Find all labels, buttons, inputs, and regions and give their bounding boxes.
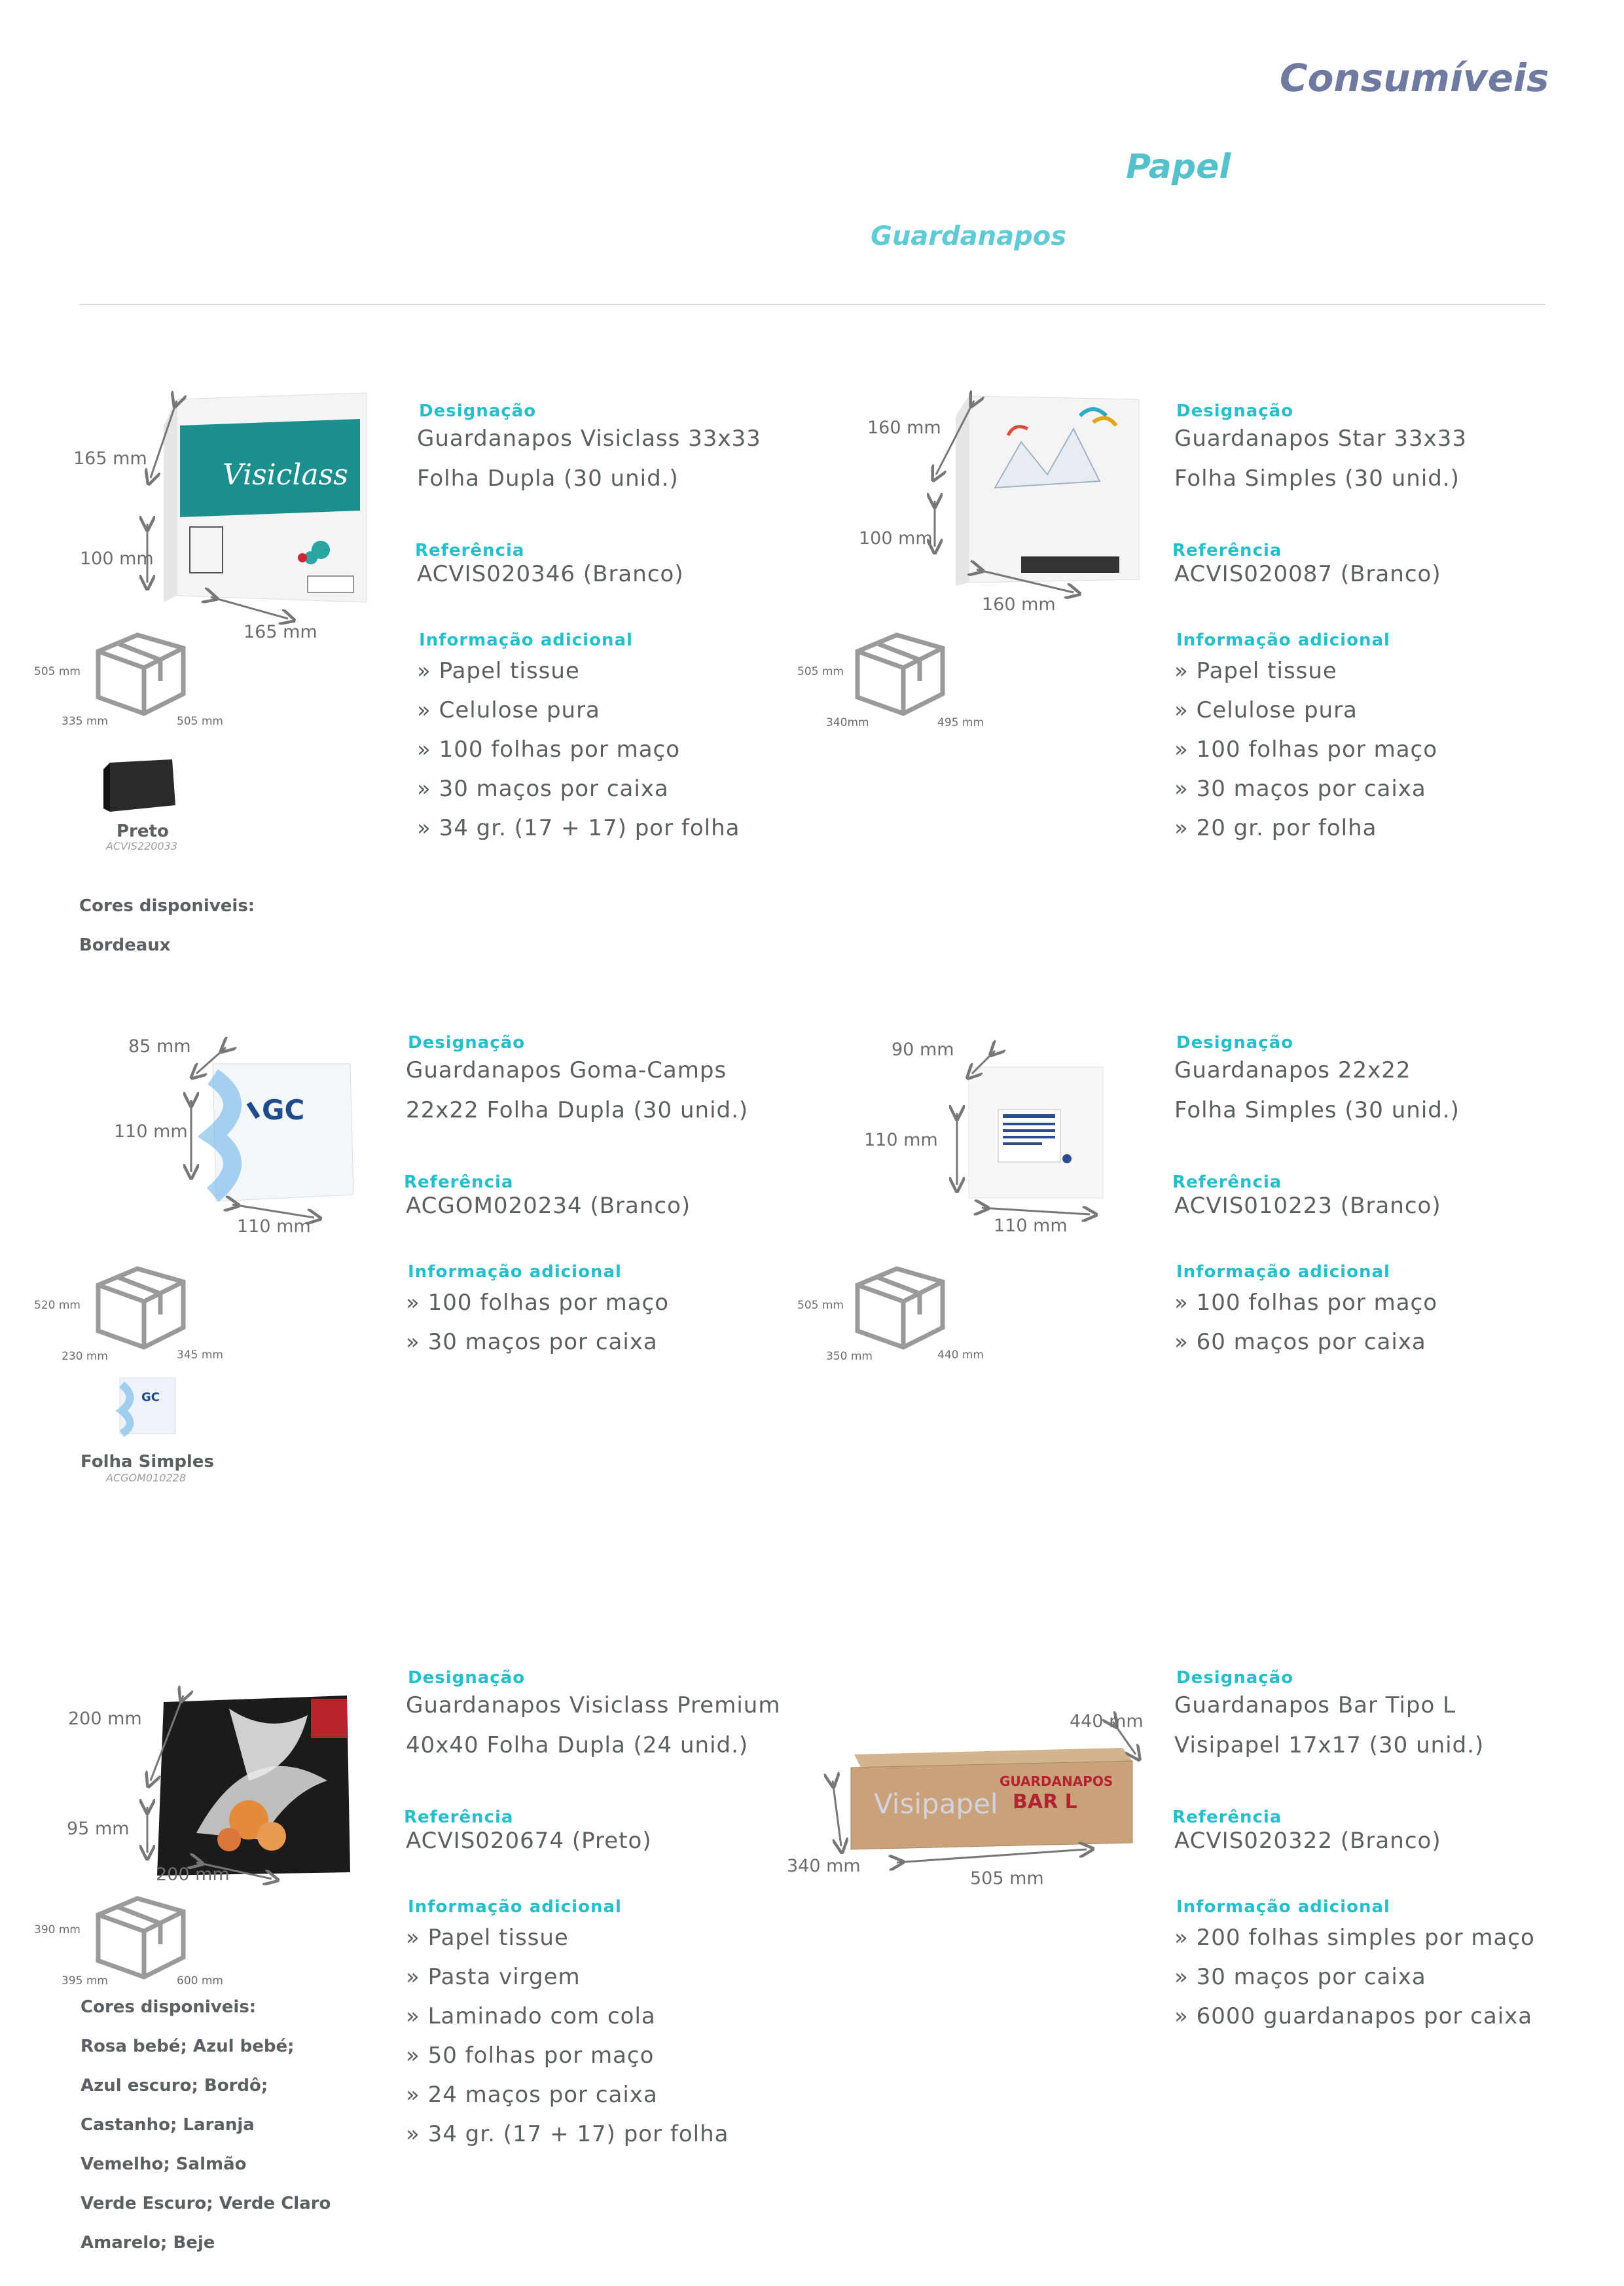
additional-info-label: Informação adicional (1176, 1897, 1390, 1917)
dim-depth: 505 mm (970, 1868, 1044, 1889)
product-name-line1: Guardanapos 22x22 (1174, 1057, 1411, 1083)
svg-text:Visiclass: Visiclass (223, 458, 348, 492)
dim-height: 110 mm (114, 1121, 188, 1142)
dim-height: 110 mm (864, 1130, 938, 1150)
info-item: » 100 folhas por maço (417, 736, 681, 763)
reference-label: Referência (1172, 541, 1282, 560)
dim-height: 100 mm (80, 549, 154, 569)
product-name-line1: Guardanapos Goma-Camps (406, 1057, 727, 1083)
info-item: » Papel tissue (406, 1925, 569, 1951)
additional-info-list (1174, 1283, 1437, 1362)
product-reference: ACVIS020674 (Preto) (406, 1828, 652, 1854)
box-dim-depth: 495 mm (937, 716, 984, 729)
designation-label: Designação (408, 1668, 526, 1688)
product-name-line2: 22x22 Folha Dupla (30 unid.) (406, 1097, 749, 1123)
colors-title: Cores disponiveis: (81, 1997, 257, 2017)
box-dim-depth: 600 mm (177, 1974, 223, 1987)
svg-text:GC: GC (262, 1094, 305, 1126)
box-dim-depth: 440 mm (937, 1349, 984, 1362)
color-item: Castanho; Laranja (81, 2115, 255, 2135)
dim-height: 95 mm (67, 1819, 130, 1839)
reference-label: Referência (1172, 1807, 1282, 1827)
additional-info-list (1174, 651, 1437, 848)
dim-depth: 200 mm (156, 1864, 230, 1885)
box-dim-depth: 505 mm (177, 715, 223, 728)
product-name-line1: Guardanapos Star 33x33 (1174, 426, 1467, 452)
info-item: » 30 maços por caixa (1174, 776, 1426, 802)
info-item: » 34 gr. (17 + 17) por folha (406, 2121, 729, 2147)
product-name-line2: Folha Simples (30 unid.) (1174, 1097, 1460, 1123)
product-reference: ACVIS010223 (Branco) (1174, 1193, 1441, 1219)
colors-title: Cores disponiveis: (79, 896, 255, 916)
color-item: Vemelho; Salmão (81, 2154, 247, 2174)
color-item: Verde Escuro; Verde Claro (81, 2194, 331, 2213)
section-title: Papel (1126, 147, 1231, 187)
info-item: » 200 folhas simples por maço (1174, 1925, 1535, 1951)
info-item: » 60 maços por caixa (1174, 1329, 1426, 1355)
designation-label: Designação (419, 401, 537, 421)
info-item: » 20 gr. por folha (1174, 815, 1377, 841)
product-name-line1: Guardanapos Bar Tipo L (1174, 1692, 1456, 1718)
dim-height: 340 mm (787, 1856, 861, 1876)
product-name-line2: Folha Dupla (30 unid.) (417, 465, 679, 492)
dim-depth: 165 mm (244, 622, 317, 642)
product-name-line1: Guardanapos Visiclass 33x33 (417, 426, 761, 452)
additional-info-label: Informação adicional (1176, 630, 1390, 650)
dim-width: 160 mm (867, 418, 941, 438)
dim-width: 165 mm (73, 448, 147, 469)
box-line2-text: BAR L (1013, 1790, 1077, 1813)
additional-info-list (1174, 1918, 1535, 2036)
info-item: » 30 maços por caixa (406, 1329, 658, 1355)
box-brand-text: Visipapel (874, 1788, 998, 1820)
designation-label: Designação (1176, 1033, 1294, 1053)
info-item: » Laminado com cola (406, 2003, 656, 2029)
dim-width: 85 mm (128, 1036, 191, 1057)
color-item: Bordeaux (79, 935, 171, 955)
dim-height: 100 mm (859, 528, 933, 549)
product-name-line2: Folha Simples (30 unid.) (1174, 465, 1460, 492)
info-item: » Papel tissue (1174, 658, 1337, 684)
info-item: » 30 maços por caixa (417, 776, 669, 802)
info-item: » Celulose pura (417, 697, 600, 723)
color-item: Rosa bebé; Azul bebé; (81, 2037, 295, 2056)
variant-ref: ACVIS220033 (106, 840, 178, 852)
variant-name: Preto (117, 822, 169, 841)
box-dim-width: 230 mm (62, 1350, 108, 1363)
designation-label: Designação (408, 1033, 526, 1053)
product-name-line1: Guardanapos Visiclass Premium (406, 1692, 781, 1718)
info-item: » Celulose pura (1174, 697, 1358, 723)
additional-info-label: Informação adicional (408, 1262, 622, 1282)
reference-label: Referência (1172, 1172, 1282, 1192)
variant-ref: ACGOM010228 (106, 1472, 186, 1484)
product-name-line2: Visipapel 17x17 (30 unid.) (1174, 1732, 1485, 1758)
dim-depth: 110 mm (237, 1216, 311, 1237)
svg-text:GC: GC (141, 1390, 160, 1404)
product-reference: ACGOM020234 (Branco) (406, 1193, 691, 1219)
info-item: » 30 maços por caixa (1174, 1964, 1426, 1990)
page-title: Consumíveis (1280, 56, 1549, 100)
box-dim-width: 350 mm (826, 1350, 873, 1363)
additional-info-label: Informação adicional (1176, 1262, 1390, 1282)
box-dim-depth: 345 mm (177, 1349, 223, 1362)
reference-label: Referência (404, 1172, 514, 1192)
product-reference: ACVIS020087 (Branco) (1174, 561, 1441, 587)
color-item: Amarelo; Beje (81, 2233, 215, 2253)
info-item: » Papel tissue (417, 658, 580, 684)
product-reference: ACVIS020346 (Branco) (417, 561, 684, 587)
dim-depth: 160 mm (982, 594, 1056, 615)
additional-info-label: Informação adicional (419, 630, 633, 650)
box-dim-height: 505 mm (797, 665, 844, 678)
box-dim-height: 505 mm (797, 1299, 844, 1312)
reference-label: Referência (415, 541, 525, 560)
additional-info-label: Informação adicional (408, 1897, 622, 1917)
info-item: » 6000 guardanapos por caixa (1174, 2003, 1533, 2029)
box-line1-text: GUARDANAPOS (1000, 1773, 1113, 1789)
available-colors (81, 1987, 331, 2262)
box-dim-width: 335 mm (62, 715, 108, 728)
dim-width: 200 mm (68, 1709, 142, 1729)
dim-width: 90 mm (892, 1040, 954, 1060)
category-title: Guardanapos (871, 221, 1067, 251)
info-item: » 100 folhas por maço (1174, 736, 1438, 763)
info-item: » 100 folhas por maço (1174, 1290, 1438, 1316)
product-name-line2: 40x40 Folha Dupla (24 unid.) (406, 1732, 749, 1758)
dim-width: 440 mm (1070, 1711, 1144, 1732)
info-item: » Pasta virgem (406, 1964, 581, 1990)
additional-info-list (406, 1918, 729, 2154)
product-reference: ACVIS020322 (Branco) (1174, 1828, 1441, 1854)
variant-name: Folha Simples (81, 1452, 214, 1472)
box-dim-width: 395 mm (62, 1974, 108, 1987)
designation-label: Designação (1176, 1668, 1294, 1688)
color-item: Azul escuro; Bordô; (81, 2076, 268, 2096)
box-dim-height: 390 mm (34, 1923, 81, 1936)
box-dim-height: 520 mm (34, 1299, 81, 1312)
info-item: » 24 maços por caixa (406, 2082, 658, 2108)
box-dim-width: 340mm (826, 716, 869, 729)
dim-depth: 110 mm (994, 1216, 1068, 1236)
designation-label: Designação (1176, 401, 1294, 421)
info-item: » 50 folhas por maço (406, 2042, 655, 2069)
info-item: » 34 gr. (17 + 17) por folha (417, 815, 740, 841)
reference-label: Referência (404, 1807, 514, 1827)
box-dim-height: 505 mm (34, 665, 81, 678)
info-item: » 100 folhas por maço (406, 1290, 670, 1316)
